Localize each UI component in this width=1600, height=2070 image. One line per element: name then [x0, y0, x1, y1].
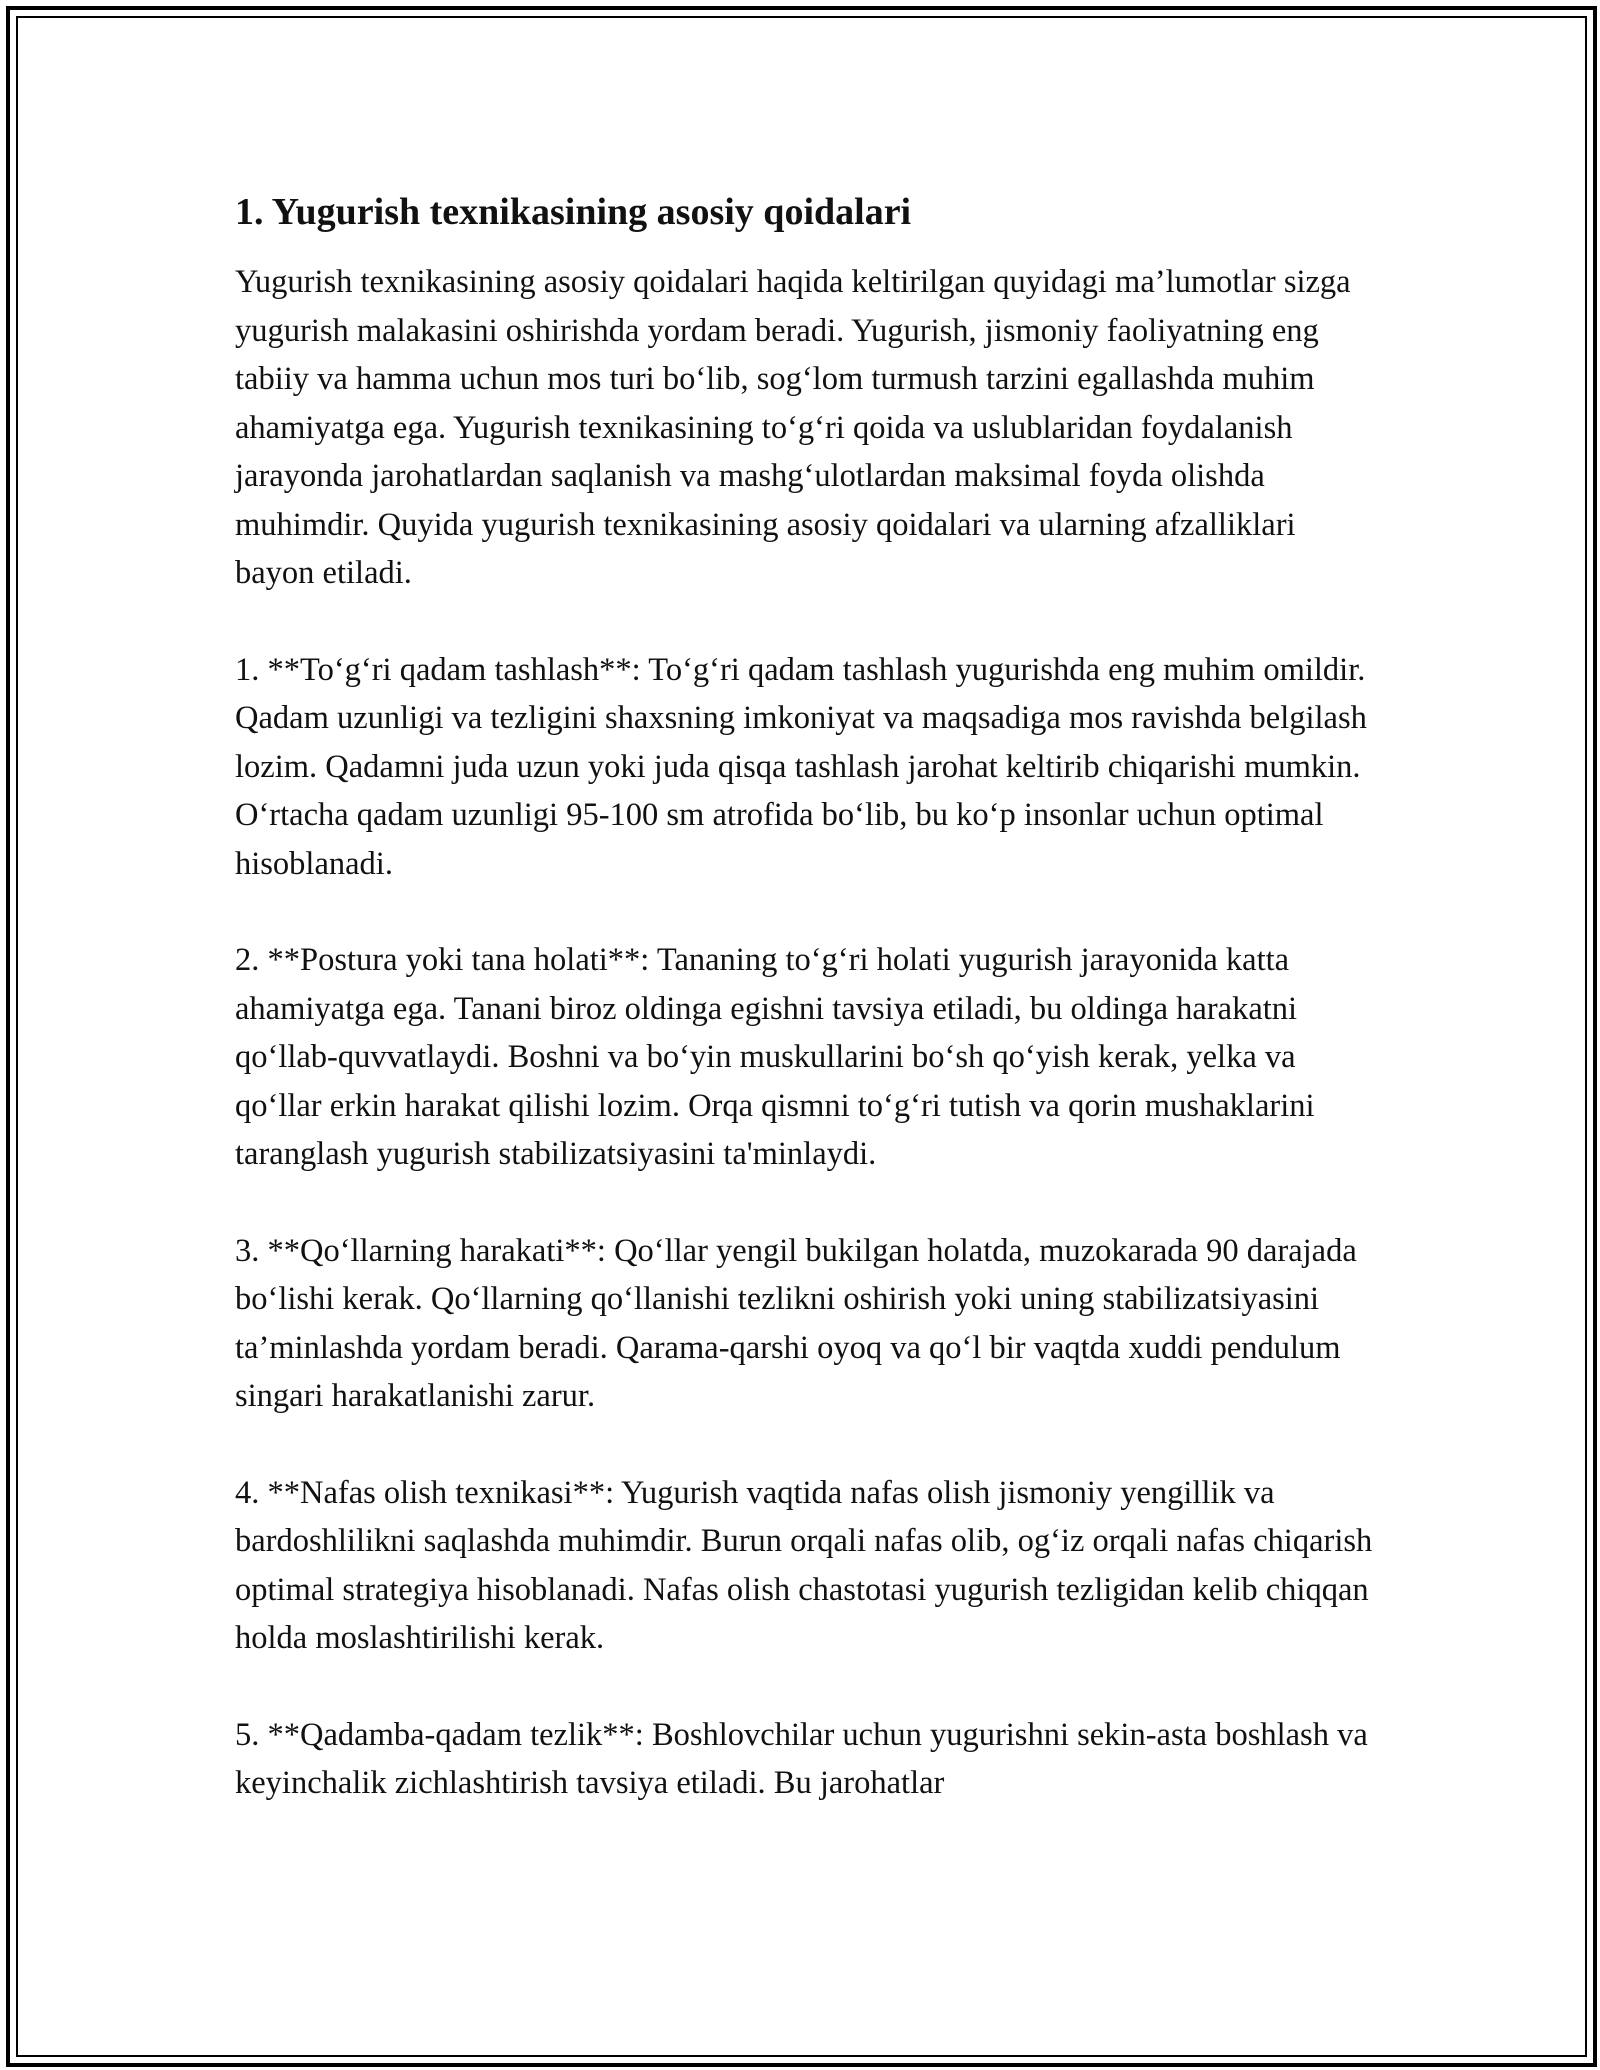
paragraph-step-3: 3. **Qo‘llarning harakati**: Qo‘llar yengil bukilgan holatda, muzokarada 90 darajada bo‘lishi kerak. Qo‘llarning qo‘llanishi tezlikni oshirish yoki uning stabilizatsiyasini ta’minlashda yordam beradi. Qarama-qarshi oyoq va qo‘l bir vaqtda xuddi pendulum singari harakatlanishi zarur.	[235, 1232, 1357, 1414]
paragraph-step-4: 4. **Nafas olish texnikasi**: Yugurish vaqtida nafas olish jismoniy yengillik va bardoshlilikni saqlashda muhimdir. Burun orqali nafas olib, og‘iz orqali nafas chiqarish optimal strategiya hisoblanadi. Nafas olish chastotasi yugurish tezligidan kelib chiqqan holda moslashtirilishi kerak.	[235, 1474, 1373, 1656]
paragraph-step-5: 5. **Qadamba-qadam tezlik**: Boshlovchilar uchun yugurishni sekin-asta boshlash va keyinchalik zichlashtirish tavsiya etiladi. Bu jarohatlar	[235, 1716, 1368, 1801]
intro-paragraph: Yugurish texnikasining asosiy qoidalari haqida keltirilgan quyidagi ma’lumotlar sizga yugurish malakasini oshirishda yordam beradi. Yugurish, jismoniy faoliyatning eng tabiiy va hamma uchun mos turi bo‘lib, sog‘lom turmush tarzini egallashda muhim ahamiyatga ega. Yugurish texnikasining to‘g‘ri qoida va uslublaridan foydalanish jarayonda jarohatlardan saqlanish va mashg‘ulotlardan maksimal foyda olishda muhimdir. Quyida yugurish texnikasining asosiy qoidalari va ularning afzalliklari bayon etiladi.	[235, 264, 1351, 591]
paragraph-step-2: 2. **Postura yoki tana holati**: Tananing to‘g‘ri holati yugurish jarayonida katta ahamiyatga ega. Tanani biroz oldinga egishni tavsiya etiladi, bu oldinga harakatni qo‘llab-quvvatlaydi. Boshni va bo‘yin muskullarini bo‘sh qo‘yish kerak, yelka va qo‘llar erkin harakat qilishi lozim. Orqa qismni to‘g‘ri tutish va qorin mushaklarini taranglash yugurish stabilizatsiyasini ta'minlaydi.	[235, 942, 1315, 1172]
document-body	[235, 188, 1375, 1856]
section-title: 1. Yugurish texnikasining asosiy qoidalari	[235, 191, 912, 233]
paragraph-step-1: 1. **To‘g‘ri qadam tashlash**: To‘g‘ri qadam tashlash yugurishda eng muhim omildir. Qadam uzunligi va tezligini shaxsning imkoniyat va maqsadiga mos ravishda belgilash lozim. Qadamni juda uzun yoki juda qisqa tashlash jarohat keltirib chiqarishi mumkin. O‘rtacha qadam uzunligi 95-100 sm atrofida bo‘lib, bu ko‘p insonlar uchun optimal hisoblanadi.	[235, 651, 1367, 882]
